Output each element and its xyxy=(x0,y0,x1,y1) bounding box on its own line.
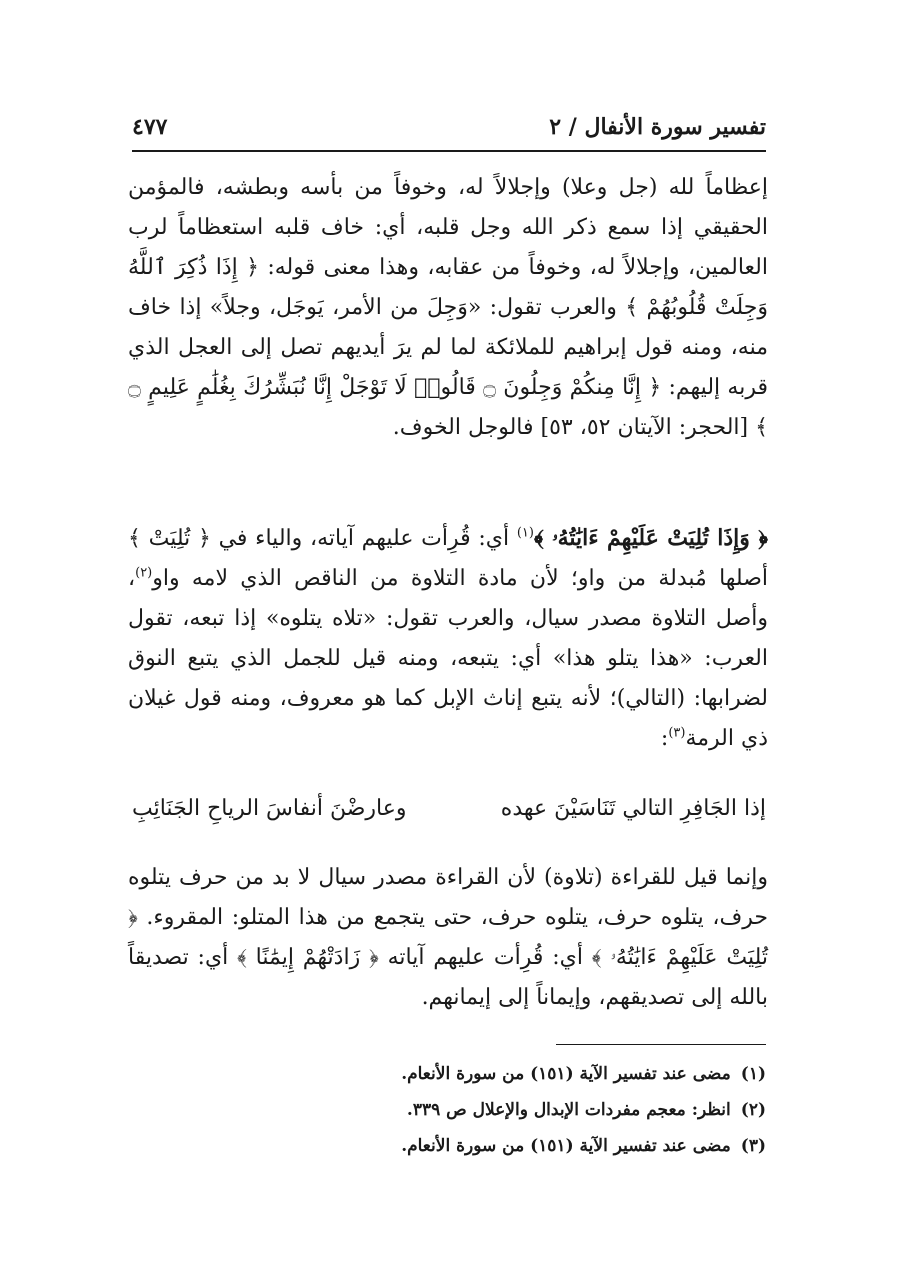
footnote-1 xyxy=(132,1056,766,1092)
footnote-3 xyxy=(132,1128,766,1164)
footnote-ref-1: (١) xyxy=(516,525,534,541)
quran-quote: ﴿ وَإِذَا تُلِيَتْ عَلَيْهِمْ ءَايَٰتُهُۥ ﴾ xyxy=(533,525,768,551)
footnote-ref-2: (٢) xyxy=(135,565,153,581)
footnote-1-text: مضى عند تفسير الآية (١٥١) من سورة الأنعام. xyxy=(401,1064,731,1084)
paragraph-1-text: إعظاماً لله (جل وعلا) وإجلالاً له، وخوفاً من بأسه وبطشه، فالمؤمن الحقيقي إذا سمع ذكر الله وجل قلبه، أي: خاف قلبه استعظاماً لرب العالمين، وإجلالاً له، وخوفاً من عقابه، وهذا معنى قوله: ﴿ إِذَا ذُكِرَ ٱللَّهُ وَجِلَتْ قُلُوبُهُمْ ﴾ والعرب تقول: «وَجِلَ من الأمر، يَوجَل، وجلاً» إذا خاف منه، ومنه قول إبراهيم للملائكة لما لم يرَ أيديهم تصل إلى العجل الذي قربه إليهم: ﴿ إِنَّا مِنكُمْ وَجِلُونَ ۝ قَالُوا۟ لَا تَوْجَلْ إِنَّا نُبَشِّرُكَ بِغُلَٰمٍ عَلِيمٍ ۝ ﴾ [الحجر: الآيتان ٥٢، ٥٣] فالوجل الخوف. xyxy=(128,175,768,440)
paragraph-2-text xyxy=(128,518,768,759)
verse-second-hemistich: وعارضْنَ أنفاسَ الرياحِ الجَنَائِبِ xyxy=(132,796,407,821)
verse-first-hemistich: إذا الجَافِرِ التالي تَنَاسَيْنَ عهده xyxy=(500,796,766,821)
paragraph-2 xyxy=(128,518,768,759)
footnotes xyxy=(132,1056,766,1164)
paragraph-2-part-b: أي: قُرِأت عليهم آياته، والياء في ﴿ تُلِيَتْ ﴾ أصلها مُبدلة من واو؛ لأن مادة التلاوة من الناقص الذي لامه واو xyxy=(128,526,768,591)
footnote-3-number: (٣) xyxy=(740,1136,766,1156)
paragraph-3-text: وإنما قيل للقراءة (تلاوة) لأن القراءة مصدر سيال لا بد من حرف يتلوه حرف، يتلوه حرف، يتلوه حرف، حتى يتجمع من هذا المتلو: المقروء. ﴿ تُلِيَتْ عَلَيْهِمْ ءَايَٰتُهُۥ ﴾ أي: قُرِأت عليهم آياته ﴿ زَادَتْهُمْ إِيمَٰنًا ﴾ أي: تصديقاً بالله إلى تصديقهم، وإيماناً إلى إيمانهم. xyxy=(128,865,768,1010)
footnote-2 xyxy=(132,1092,766,1128)
footnote-3-text: مضى عند تفسير الآية (١٥١) من سورة الأنعام. xyxy=(401,1136,731,1156)
paragraph-2-part-c: ، وأصل التلاوة مصدر سيال، والعرب تقول: «تلاه يتلوه» إذا تبعه، تقول العرب: «هذا يتلو هذا» أي: يتبعه، ومنه قيل للجمل الذي يتبع النوق لضرابها: (التالي)؛ لأنه يتبع إناث الإبل كما هو معروف، ومنه قول غيلان ذي الرمة xyxy=(128,566,769,751)
footnote-separator xyxy=(556,1044,766,1045)
page-header xyxy=(132,112,766,150)
footnote-ref-3: (٣) xyxy=(668,725,686,741)
footnote-2-text: انظر: معجم مفردات الإبدال والإعلال ص ٣٣٩. xyxy=(406,1100,731,1120)
header-rule xyxy=(132,150,766,152)
page-number: ٤٧٧ xyxy=(132,114,168,140)
paragraph-3 xyxy=(128,858,768,1018)
paragraph-2-part-d: : xyxy=(660,726,669,751)
footnote-1-number: (١) xyxy=(740,1064,766,1084)
running-title: تفسير سورة الأنفال / ٢ xyxy=(549,114,766,140)
paragraph-1 xyxy=(128,168,768,448)
footnote-2-number: (٢) xyxy=(740,1100,766,1120)
poetry-verse xyxy=(132,796,766,836)
